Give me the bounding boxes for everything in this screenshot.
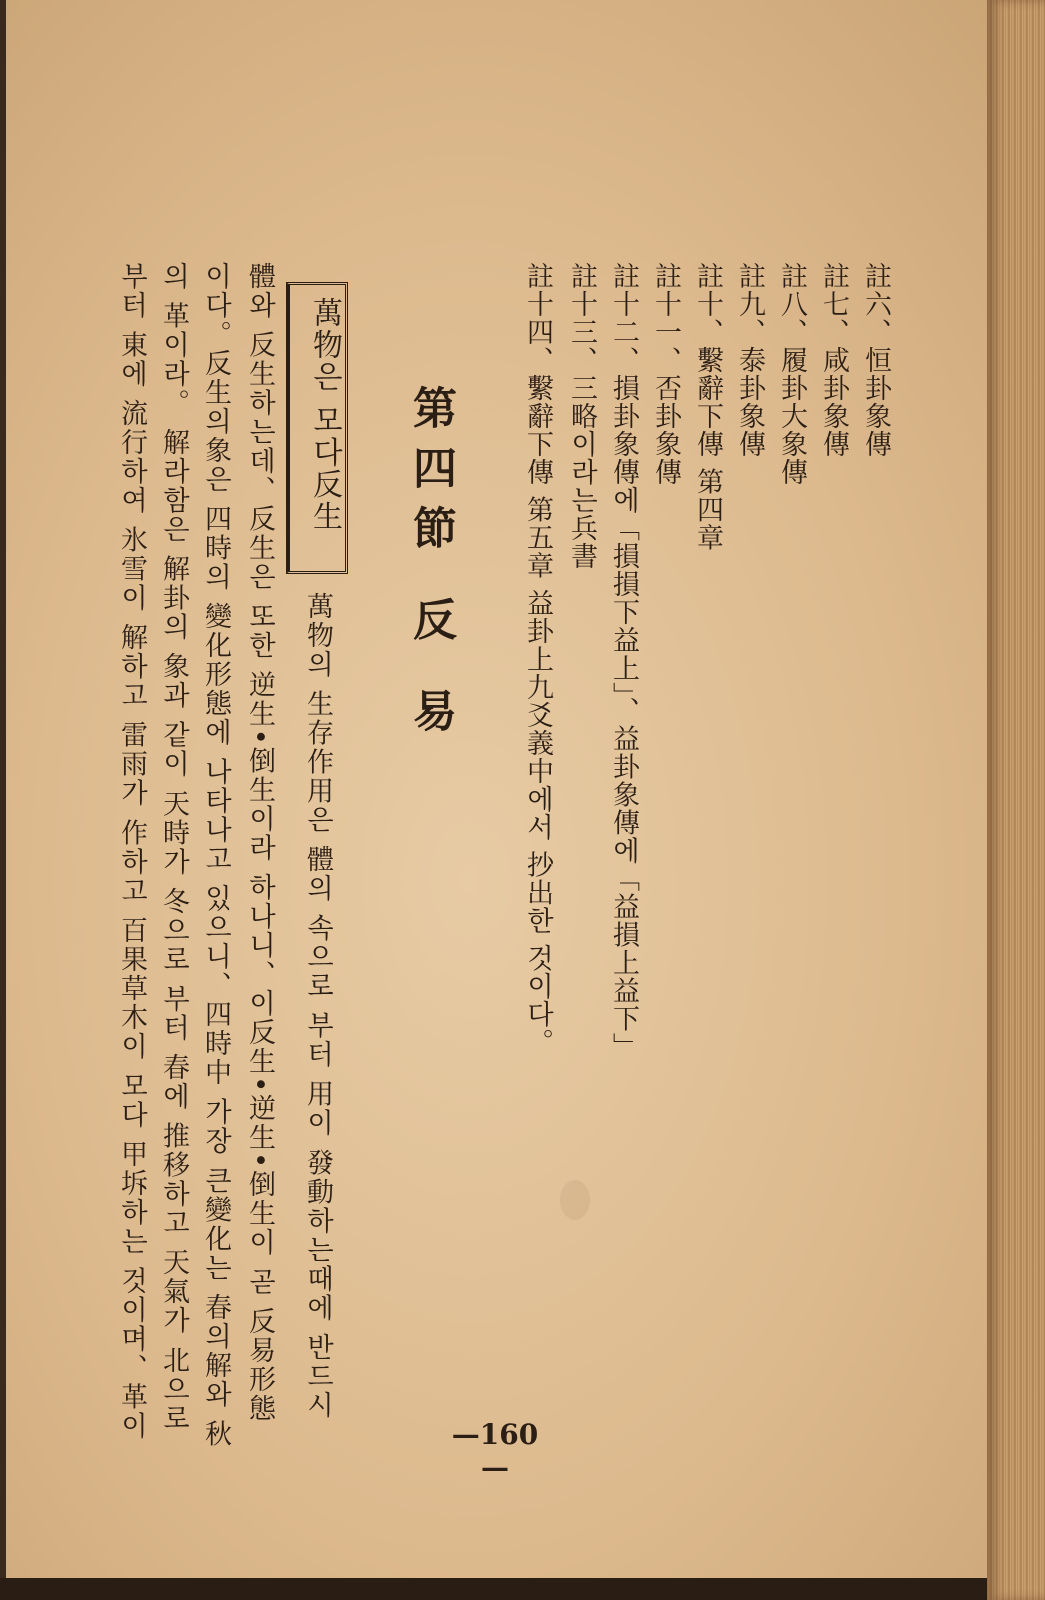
body-line-2: 體와 反生하는데、反生은 또한 逆生•倒生이라 하나니、이反生•逆生•倒生이 곧 反易形態 — [244, 262, 275, 1424]
footnote-9: 註九、泰卦象傳 — [734, 262, 765, 458]
footnote-14: 註十四、繫辭下傳 第五章 益卦上九爻義中에서 抄出한 것이다。 — [522, 262, 553, 1057]
footnote-6: 註六、恒卦象傳 — [860, 262, 891, 458]
page-number: —160— — [451, 1418, 539, 1484]
boxed-heading — [286, 282, 348, 574]
body-line-5: 부터 東에 流行하여 氷雪이 解하고 雷雨가 作하고 百果草木이 모다 甲坼하는 것이며、革이 — [116, 262, 147, 1441]
footnote-11: 註十一、否卦象傳 — [650, 262, 681, 486]
footnote-10: 註十、繫辭下傳 第四章 — [692, 262, 723, 552]
scan-border-bottom — [0, 1578, 987, 1600]
footnote-13: 註十三、三略이라는兵書 — [566, 262, 597, 570]
body-line-4: 의 革이라。 解라함은 解卦의 象과 같이 天時가 冬으로 부터 春에 推移하고 天氣가 北으로 — [158, 262, 189, 1433]
footnote-12: 註十二、損卦象傳에「損損下益上」、益卦象傳에「益損上益下」 — [608, 262, 639, 1061]
book-page-edges — [987, 0, 1045, 1600]
footnote-7: 註七、咸卦象傳 — [818, 262, 849, 458]
section-title: 第四節 反 易 — [405, 385, 456, 748]
scan-border-left — [0, 0, 6, 1600]
body-line-1: 萬物의 生存作用은 體의 속으로 부터 用이 發動하는때에 반드시 — [302, 592, 333, 1421]
body-line-3: 이다。反生의象은 四時의 變化形態에 나타나고 있으니、四時中 가장 큰變化는 春의解와 秋 — [200, 262, 231, 1449]
paper-stain — [560, 1180, 590, 1220]
boxed-heading-text: 萬物은 모다反生 — [307, 297, 342, 533]
footnote-8: 註八、履卦大象傳 — [776, 262, 807, 486]
